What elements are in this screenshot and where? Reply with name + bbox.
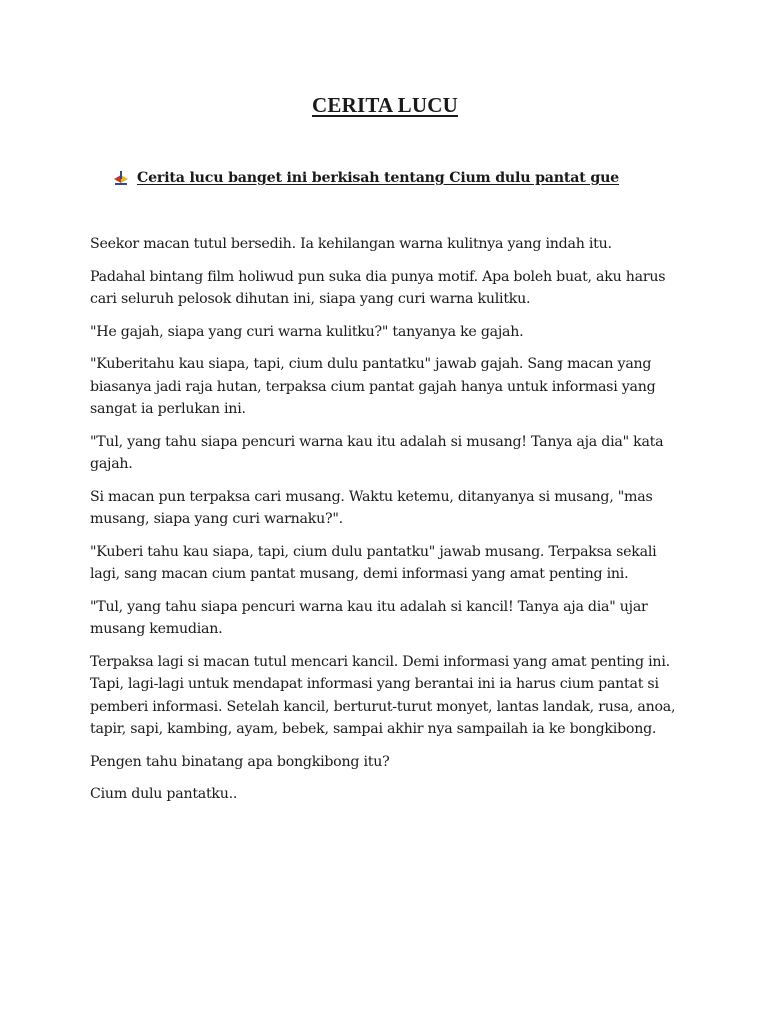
subtitle-row [113, 166, 619, 190]
paragraph-7: "Kuberi tahu kau siapa, tapi, cium dulu pantatku" jawab musang. Terpaksa sekali lagi, sang macan cium pantat musang, demi informasi yang amat penting ini. [90, 543, 657, 582]
paragraph-4: "Kuberitahu kau siapa, tapi, cium dulu pantatku" jawab gajah. Sang macan yang biasanya jadi raja hutan, terpaksa cium pantat gajah hanya untuk informasi yang sangat ia perlukan ini. [90, 356, 656, 417]
paragraph-8: "Tul, yang tahu siapa pencuri warna kau itu adalah si kancil! Tanya aja dia" ujar musang kemudian. [90, 598, 648, 637]
paragraph-6: Si macan pun terpaksa cari musang. Waktu ketemu, ditanyanya si musang, "mas musang, siapa yang curi warnaku?". [90, 488, 653, 527]
paragraph-10: Pengen tahu binatang apa bongkibong itu? [90, 753, 390, 770]
paragraph-3: "He gajah, siapa yang curi warna kulitku?" tanyanya ke gajah. [90, 323, 524, 340]
paragraph-11: Cium dulu pantatku.. [90, 786, 238, 802]
paragraph-1: Seekor macan tutul bersedih. Ia kehilangan warna kulitnya yang indah itu. [90, 236, 612, 252]
subtitle-heading: Cerita lucu banget ini berkisah tentang Cium dulu pantat gue [137, 170, 620, 186]
story-body [90, 233, 690, 816]
paragraph-5: "Tul, yang tahu siapa pencuri warna kau itu adalah si musang! Tanya aja dia" kata gajah. [90, 433, 664, 472]
page-title: CERITA LUCU [312, 93, 458, 117]
arrow-bullet-icon [113, 170, 129, 186]
paragraph-9: Terpaksa lagi si macan tutul mencari kancil. Demi informasi yang amat penting ini. Tapi, lagi-lagi untuk mendapat informasi yang berantai ini ia harus cium pantat si pemberi informasi. Setelah kancil, berturut-turut monyet, lantas landak, rusa, anoa, tapir, sapi, kambing, ayam, bebek, sampai akhir nya sampailah ia ke bongkibong. [90, 653, 676, 737]
paragraph-2: Padahal bintang film holiwud pun suka dia punya motif. Apa boleh buat, aku harus cari seluruh pelosok dihutan ini, siapa yang curi warna kulitku. [90, 268, 666, 307]
